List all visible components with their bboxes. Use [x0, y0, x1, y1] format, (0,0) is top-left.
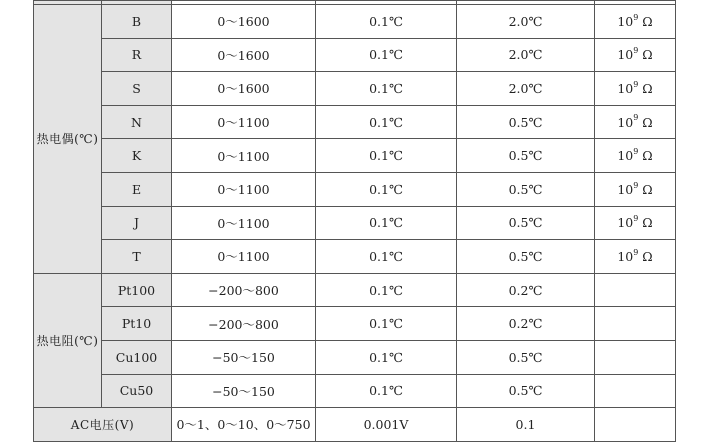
impedance-cell [595, 340, 676, 374]
impedance-cell: $10^9$ Ω [595, 5, 676, 39]
range-cell: 0～1100 [172, 105, 316, 139]
range-cell: 0～1100 [172, 172, 316, 206]
sensor-type-cell: E [102, 172, 172, 206]
range-cell: −200～800 [172, 273, 316, 307]
sensor-type-cell: Cu100 [102, 340, 172, 374]
resolution-cell: 0.1℃ [316, 172, 457, 206]
sensor-type-cell: N [102, 105, 172, 139]
rtd-group-label: 热电阻(℃) [34, 273, 102, 407]
accuracy-cell: 0.5℃ [457, 340, 595, 374]
impedance-cell: $10^9$ Ω [595, 240, 676, 274]
accuracy-cell: 0.5℃ [457, 206, 595, 240]
sensor-type-cell: S [102, 72, 172, 106]
range-cell: 0～1、0～10、0～750 [172, 408, 316, 442]
table-row [34, 340, 676, 374]
range-cell: 0～1100 [172, 240, 316, 274]
impedance-cell [595, 273, 676, 307]
sensor-type-cell: B [102, 5, 172, 39]
table-row [34, 206, 676, 240]
table-row [34, 105, 676, 139]
accuracy-cell: 0.5℃ [457, 105, 595, 139]
accuracy-cell: 0.1 [457, 408, 595, 442]
sensor-type-cell: K [102, 139, 172, 173]
thermocouple-group-label: 热电偶(℃) [34, 5, 102, 274]
table-row [34, 307, 676, 341]
sensor-type-cell: T [102, 240, 172, 274]
table-row [34, 240, 676, 274]
spec-table [33, 0, 676, 442]
resolution-cell: 0.1℃ [316, 5, 457, 39]
accuracy-cell: 0.2℃ [457, 273, 595, 307]
table-row [34, 72, 676, 106]
table-row [34, 172, 676, 206]
table-row [34, 5, 676, 39]
sensor-type-cell: J [102, 206, 172, 240]
sensor-type-cell: Pt100 [102, 273, 172, 307]
ac-voltage-label: AC电压(V) [34, 408, 172, 442]
accuracy-cell: 2.0℃ [457, 38, 595, 72]
range-cell: 0～1600 [172, 38, 316, 72]
range-cell: 0～1100 [172, 206, 316, 240]
impedance-cell: $10^9$ Ω [595, 139, 676, 173]
accuracy-cell: 2.0℃ [457, 5, 595, 39]
range-cell: 0～1100 [172, 139, 316, 173]
resolution-cell: 0.1℃ [316, 307, 457, 341]
resolution-cell: 0.1℃ [316, 206, 457, 240]
table-row [34, 374, 676, 408]
resolution-cell: 0.1℃ [316, 340, 457, 374]
range-cell: 0～1600 [172, 5, 316, 39]
accuracy-cell: 0.2℃ [457, 307, 595, 341]
resolution-cell: 0.1℃ [316, 240, 457, 274]
table-row [34, 139, 676, 173]
impedance-cell [595, 307, 676, 341]
impedance-cell: $10^9$ Ω [595, 38, 676, 72]
impedance-cell: $10^9$ Ω [595, 72, 676, 106]
sensor-type-cell: R [102, 38, 172, 72]
resolution-cell: 0.1℃ [316, 374, 457, 408]
resolution-cell: 0.1℃ [316, 38, 457, 72]
resolution-cell: 0.001V [316, 408, 457, 442]
accuracy-cell: 0.5℃ [457, 139, 595, 173]
accuracy-cell: 0.5℃ [457, 240, 595, 274]
impedance-cell [595, 408, 676, 442]
sensor-type-cell: Pt10 [102, 307, 172, 341]
table-row [34, 38, 676, 72]
range-cell: −50～150 [172, 340, 316, 374]
resolution-cell: 0.1℃ [316, 105, 457, 139]
impedance-cell: $10^9$ Ω [595, 206, 676, 240]
accuracy-cell: 0.5℃ [457, 172, 595, 206]
resolution-cell: 0.1℃ [316, 273, 457, 307]
impedance-cell: $10^9$ Ω [595, 105, 676, 139]
impedance-cell [595, 374, 676, 408]
sensor-type-cell: Cu50 [102, 374, 172, 408]
table-row [34, 408, 676, 442]
resolution-cell: 0.1℃ [316, 72, 457, 106]
impedance-cell: $10^9$ Ω [595, 172, 676, 206]
accuracy-cell: 0.5℃ [457, 374, 595, 408]
range-cell: 0～1600 [172, 72, 316, 106]
accuracy-cell: 2.0℃ [457, 72, 595, 106]
range-cell: −200～800 [172, 307, 316, 341]
resolution-cell: 0.1℃ [316, 139, 457, 173]
range-cell: −50～150 [172, 374, 316, 408]
table-row [34, 273, 676, 307]
